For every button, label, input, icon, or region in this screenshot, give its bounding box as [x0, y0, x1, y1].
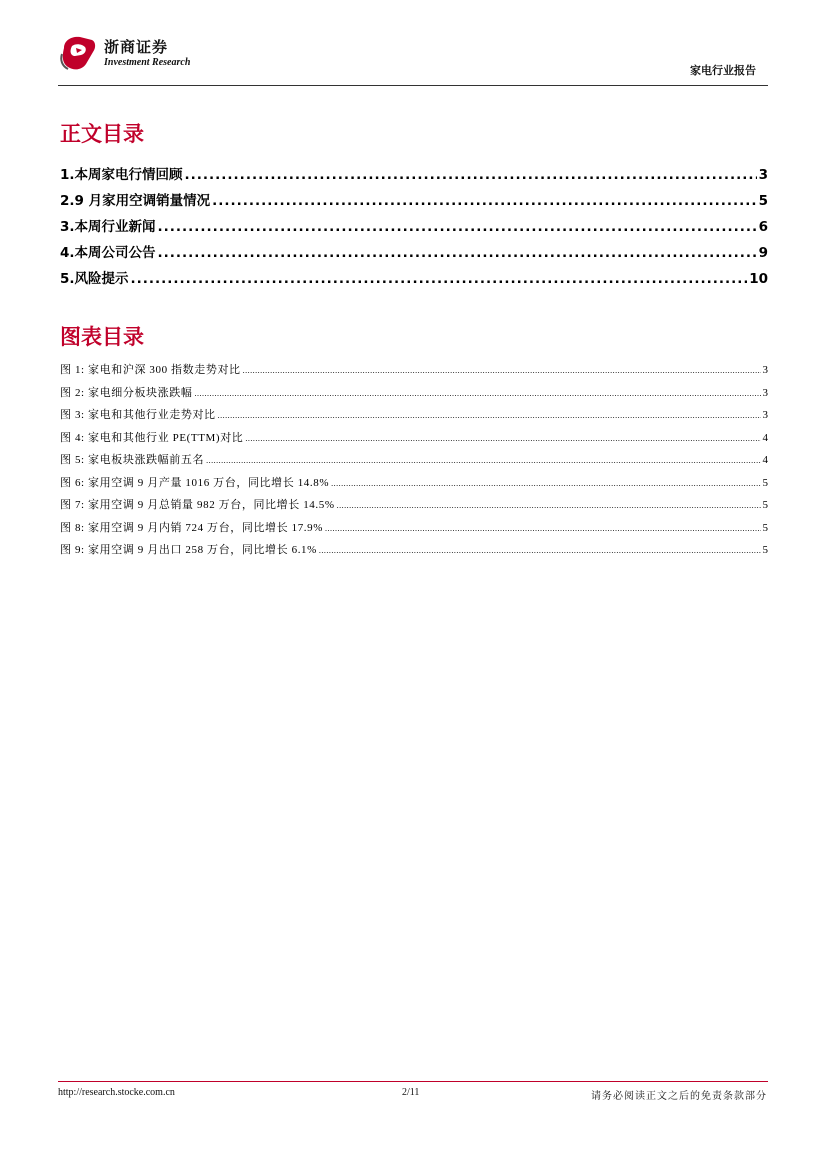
leader-dots	[243, 366, 761, 375]
figure-item[interactable]	[60, 361, 768, 384]
toc-item-label: 4.本周公司公告	[60, 245, 156, 261]
figure-item-label: 图 4: 家电和其他行业 PE(TTM)对比	[60, 431, 244, 444]
figure-item[interactable]	[60, 474, 768, 497]
toc-item-page: 3	[758, 167, 768, 183]
page-number: 2/11	[402, 1087, 420, 1098]
figure-item-label: 图 9: 家用空调 9 月出口 258 万台，同比增长 6.1%	[60, 544, 317, 556]
toc-item-label: 2.9 月家用空调销量情况	[60, 193, 211, 209]
leader-dots	[185, 167, 757, 183]
leader-dots	[212, 193, 756, 209]
company-name-cn: 浙商证券	[104, 38, 169, 56]
figure-item-page: 5	[762, 499, 768, 511]
figure-item[interactable]	[60, 519, 768, 542]
company-logo-icon	[58, 34, 98, 72]
toc-item-label: 3.本周行业新闻	[60, 219, 156, 235]
figure-item[interactable]	[60, 406, 768, 429]
header-divider	[58, 85, 768, 86]
footer-divider	[58, 1081, 768, 1082]
figures-list	[60, 361, 768, 564]
leader-dots	[331, 479, 760, 488]
figure-item-label: 图 6: 家用空调 9 月产量 1016 万台，同比增长 14.8%	[60, 476, 330, 489]
figure-item-page: 5	[762, 521, 768, 534]
figure-item-page: 3	[762, 409, 768, 421]
figure-item-page: 3	[762, 386, 768, 399]
footer-url[interactable]: http://research.stocke.com.cn	[58, 1087, 175, 1098]
page-header	[58, 28, 768, 88]
toc-item[interactable]	[60, 241, 768, 267]
figure-item-page: 5	[762, 544, 768, 556]
figure-item[interactable]	[60, 496, 768, 519]
figure-item-page: 5	[762, 476, 768, 489]
leader-dots	[131, 271, 748, 287]
leader-dots	[158, 219, 757, 235]
leader-dots	[218, 411, 761, 420]
toc-item-page: 9	[758, 245, 768, 261]
figure-item-page: 3	[762, 364, 768, 376]
toc-item[interactable]	[60, 215, 768, 241]
figure-item[interactable]	[60, 429, 768, 452]
leader-dots	[206, 456, 760, 465]
toc-item-page: 10	[749, 271, 768, 287]
figure-item[interactable]	[60, 451, 768, 474]
toc-list	[60, 163, 768, 293]
figure-item-page: 4	[762, 454, 768, 466]
figure-item-label: 图 2: 家电细分板块涨跌幅	[60, 386, 193, 399]
leader-dots	[158, 245, 757, 261]
leader-dots	[325, 524, 760, 533]
report-type: 家电行业报告	[690, 64, 756, 77]
figure-item-label: 图 7: 家用空调 9 月总销量 982 万台，同比增长 14.5%	[60, 499, 335, 511]
toc-item-label: 5.风险提示	[60, 271, 129, 287]
toc-item-label: 1.本周家电行情回顾	[60, 167, 183, 183]
figures-title: 图表目录	[60, 325, 144, 349]
toc-item[interactable]	[60, 163, 768, 189]
leader-dots	[194, 389, 760, 398]
company-name-en: Investment Research	[104, 57, 191, 68]
figure-item-label: 图 1: 家电和沪深 300 指数走势对比	[60, 364, 241, 376]
leader-dots	[245, 434, 760, 443]
figure-item-label: 图 3: 家电和其他行业走势对比	[60, 409, 216, 421]
figure-item-label: 图 8: 家用空调 9 月内销 724 万台，同比增长 17.9%	[60, 521, 324, 534]
leader-dots	[319, 546, 761, 555]
leader-dots	[337, 501, 761, 510]
figure-item[interactable]	[60, 384, 768, 407]
toc-item-page: 5	[758, 193, 768, 209]
toc-title: 正文目录	[60, 122, 144, 146]
figure-item[interactable]	[60, 541, 768, 564]
figure-item-label: 图 5: 家电板块涨跌幅前五名	[60, 454, 205, 466]
toc-item-page: 6	[758, 219, 768, 235]
toc-item[interactable]	[60, 267, 768, 293]
footer-disclaimer: 请务必阅读正文之后的免责条款部分	[591, 1091, 767, 1102]
toc-item[interactable]	[60, 189, 768, 215]
figure-item-page: 4	[762, 431, 768, 444]
